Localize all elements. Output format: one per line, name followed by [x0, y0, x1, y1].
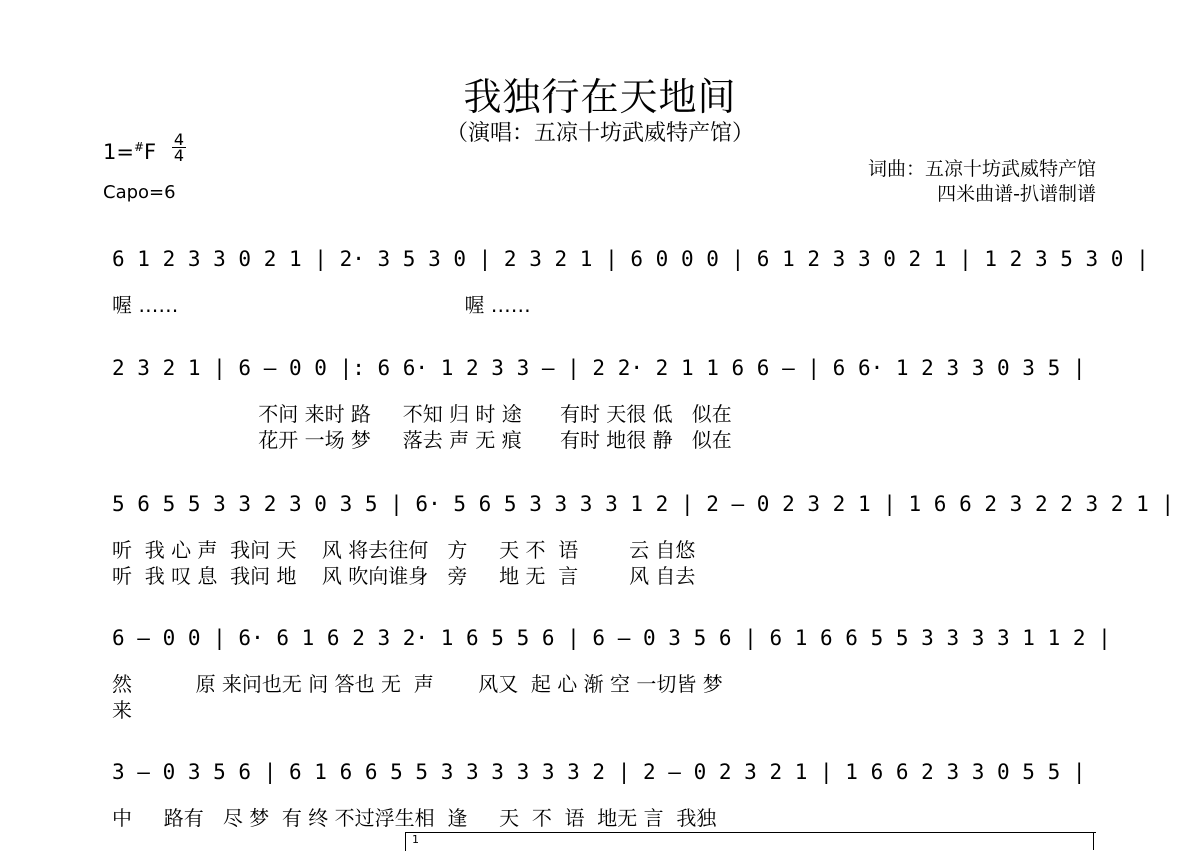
sharp-sign: #	[133, 140, 145, 154]
score-row-1	[100, 243, 1149, 317]
lyrics-line-1: 然 原 来问也无 问 答也 无 声 风又 起 心 渐 空 一切皆 梦	[112, 672, 723, 696]
volta-right-line	[1093, 832, 1094, 850]
key-prefix: 1=	[103, 140, 134, 164]
lyrics-line-2: 来	[112, 698, 132, 722]
time-signature-bottom: 4	[173, 146, 185, 165]
notation-line: 3 — 0 3 5 6 | 6 1 6 6 5 5 3 3 3 3 3 3 2 | 2 — 0 2 3 2 1 | 1 6 6 2 3 3 0 5 5 |	[112, 760, 1086, 784]
notation-line: 6 — 0 0 | 6· 6 1 6 2 3 2· 1 6 5 5 6 | 6 — 0 3 5 6 | 6 1 6 6 5 5 3 3 3 3 1 1 2 |	[112, 626, 1111, 650]
time-signature	[172, 132, 186, 163]
score-row-4	[100, 626, 1110, 721]
volta-number: 1	[412, 833, 419, 846]
lyrics-line-1: 听 我 心 声 我问 天 风 将去往何 方 天 不 语 云 自悠	[112, 538, 696, 562]
capo-label: Capo=6	[103, 182, 176, 203]
lyrics-line-1: 中 路有 尽 梦 有 终 不过浮生相 逢 天 不 语 地无 言 我独	[112, 806, 717, 830]
time-signature-top: 4	[173, 130, 185, 149]
credits	[868, 157, 1096, 207]
key-signature	[103, 140, 156, 164]
notation-line: 5 6 5 5 3 3 2 3 0 3 5 | 6· 5 6 5 3 3 3 3 1 2 | 2 — 0 2 3 2 1 | 1 6 6 2 3 2 2 3 2 1 |	[112, 492, 1175, 516]
score-row-2	[100, 356, 1110, 452]
performer-subtitle: （演唱：五凉十坊武威特产馆）	[445, 121, 754, 146]
song-title: 我独行在天地间	[463, 75, 737, 119]
lyrics-line-1: 喔 …… 喔 ……	[112, 293, 531, 317]
notation-line: 6 1 2 3 3 0 2 1 | 2· 3 5 3 0 | 2 3 2 1 | 6 0 0 0 | 6 1 2 3 3 0 2 1 | 1 2 3 5 3 0 |	[112, 247, 1149, 271]
volta-bracket	[405, 832, 1096, 851]
key-note: F	[144, 140, 157, 164]
notation-line: 2 3 2 1 | 6 — 0 0 |: 6 6· 1 2 3 3 — | 2 2· 2 1 1 6 6 — | 6 6· 1 2 3 3 0 3 5 |	[112, 356, 1086, 380]
lyrics-line-2: 花开 一场 梦 落去 声 无 痕 有时 地很 静 似在	[112, 428, 732, 452]
credits-transcriber: 四米曲谱-扒谱制谱	[937, 183, 1096, 205]
score-row-5	[100, 760, 1110, 830]
lyrics-line-1: 不问 来时 路 不知 归 时 途 有时 天很 低 似在	[112, 402, 732, 426]
credits-composer: 词曲：五凉十坊武威特产馆	[867, 158, 1096, 180]
score-row-3	[100, 492, 1175, 588]
lyrics-line-2: 听 我 叹 息 我问 地 风 吹向谁身 旁 地 无 言 风 自去	[112, 564, 696, 588]
